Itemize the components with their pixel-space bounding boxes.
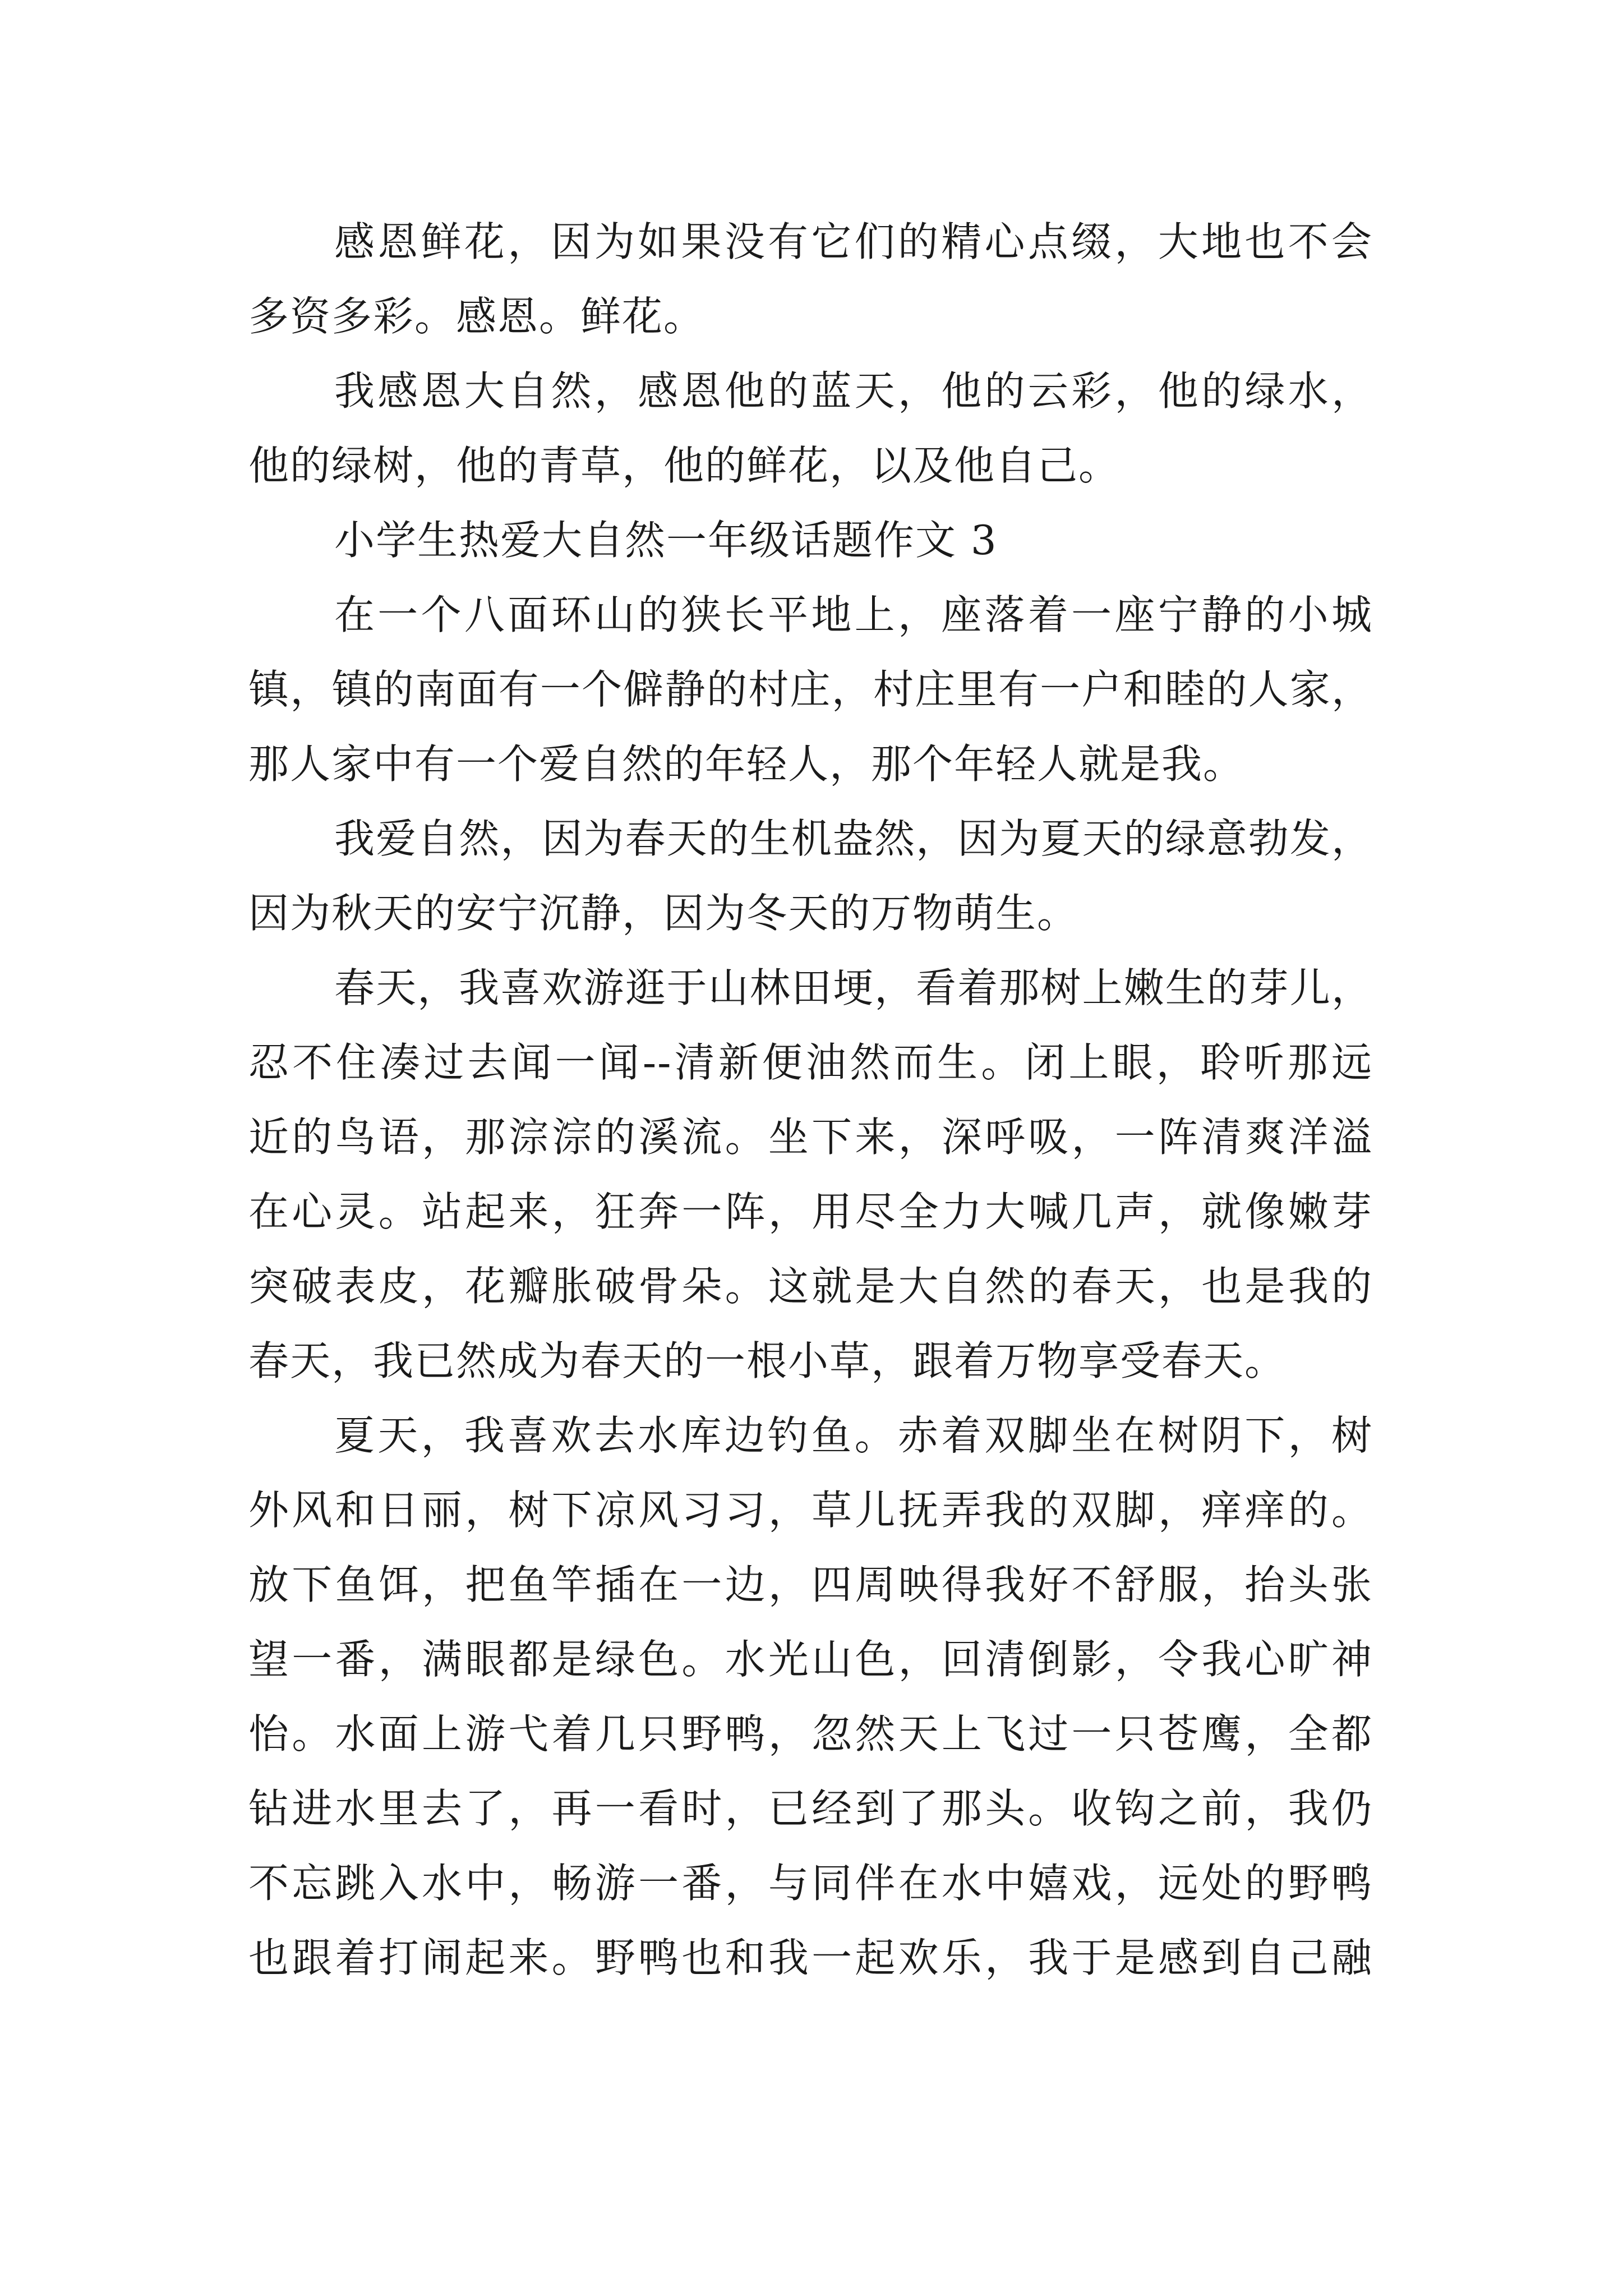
- essay-body: [248, 205, 1373, 1995]
- text-line: 感恩鲜花，因为如果没有它们的精心点缀，大地也不会: [334, 218, 1373, 265]
- text-line: 因为秋天的安宁沉静，因为冬天的万物萌生。: [248, 890, 1079, 937]
- text-line: 春天，我喜欢游逛于山林田埂，看着那树上嫩生的芽儿，: [334, 964, 1373, 1011]
- text-line: 也跟着打闹起来。野鸭也和我一起欢乐，我于是感到自己融: [248, 1934, 1373, 1981]
- text-line: 近的鸟语，那淙淙的溪流。坐下来，深呼吸，一阵清爽洋溢: [248, 1114, 1373, 1161]
- text-line: 望一番，满眼都是绿色。水光山色，回清倒影，令我心旷神: [248, 1636, 1373, 1683]
- text-line: 突破表皮，花瓣胀破骨朵。这就是大自然的春天，也是我的: [248, 1263, 1373, 1310]
- text-line: 夏天，我喜欢去水库边钓鱼。赤着双脚坐在树阴下，树: [334, 1412, 1373, 1459]
- text-line: 多资多彩。感恩。鲜花。: [248, 293, 706, 340]
- text-line: 外风和日丽，树下凉风习习，草儿抚弄我的双脚，痒痒的。: [248, 1487, 1373, 1534]
- text-line: 放下鱼饵，把鱼竿插在一边，四周映得我好不舒服，抬头张: [248, 1561, 1373, 1608]
- text-line: 不忘跳入水中，畅游一番，与同伴在水中嬉戏，远处的野鸭: [248, 1860, 1373, 1907]
- text-line: 忍不住凑过去闻一闻--清新便油然而生。闭上眼，聆听那远: [248, 1039, 1373, 1086]
- text-line: 我爱自然，因为春天的生机盎然，因为夏天的绿意勃发，: [334, 815, 1373, 862]
- text-line: 他的绿树，他的青草，他的鲜花，以及他自己。: [248, 442, 1121, 489]
- text-line: 那人家中有一个爱自然的年轻人，那个年轻人就是我。: [248, 740, 1245, 788]
- text-line: 春天，我已然成为春天的一根小草，跟着万物享受春天。: [248, 1337, 1287, 1384]
- text-line: 我感恩大自然，感恩他的蓝天，他的云彩，他的绿水，: [334, 367, 1373, 415]
- text-line: 在心灵。站起来，狂奔一阵，用尽全力大喊几声，就像嫩芽: [248, 1188, 1373, 1235]
- section-heading: 小学生热爱大自然一年级话题作文 3: [334, 517, 998, 564]
- text-line: 怡。水面上游弋着几只野鸭，忽然天上飞过一只苍鹰，全都: [248, 1710, 1373, 1757]
- text-line: 在一个八面环山的狭长平地上，座落着一座宁静的小城: [334, 591, 1373, 638]
- text-line: 钻进水里去了，再一看时，已经到了那头。收钩之前，我仍: [248, 1785, 1373, 1832]
- text-line: 镇，镇的南面有一个僻静的村庄，村庄里有一户和睦的人家，: [248, 666, 1373, 713]
